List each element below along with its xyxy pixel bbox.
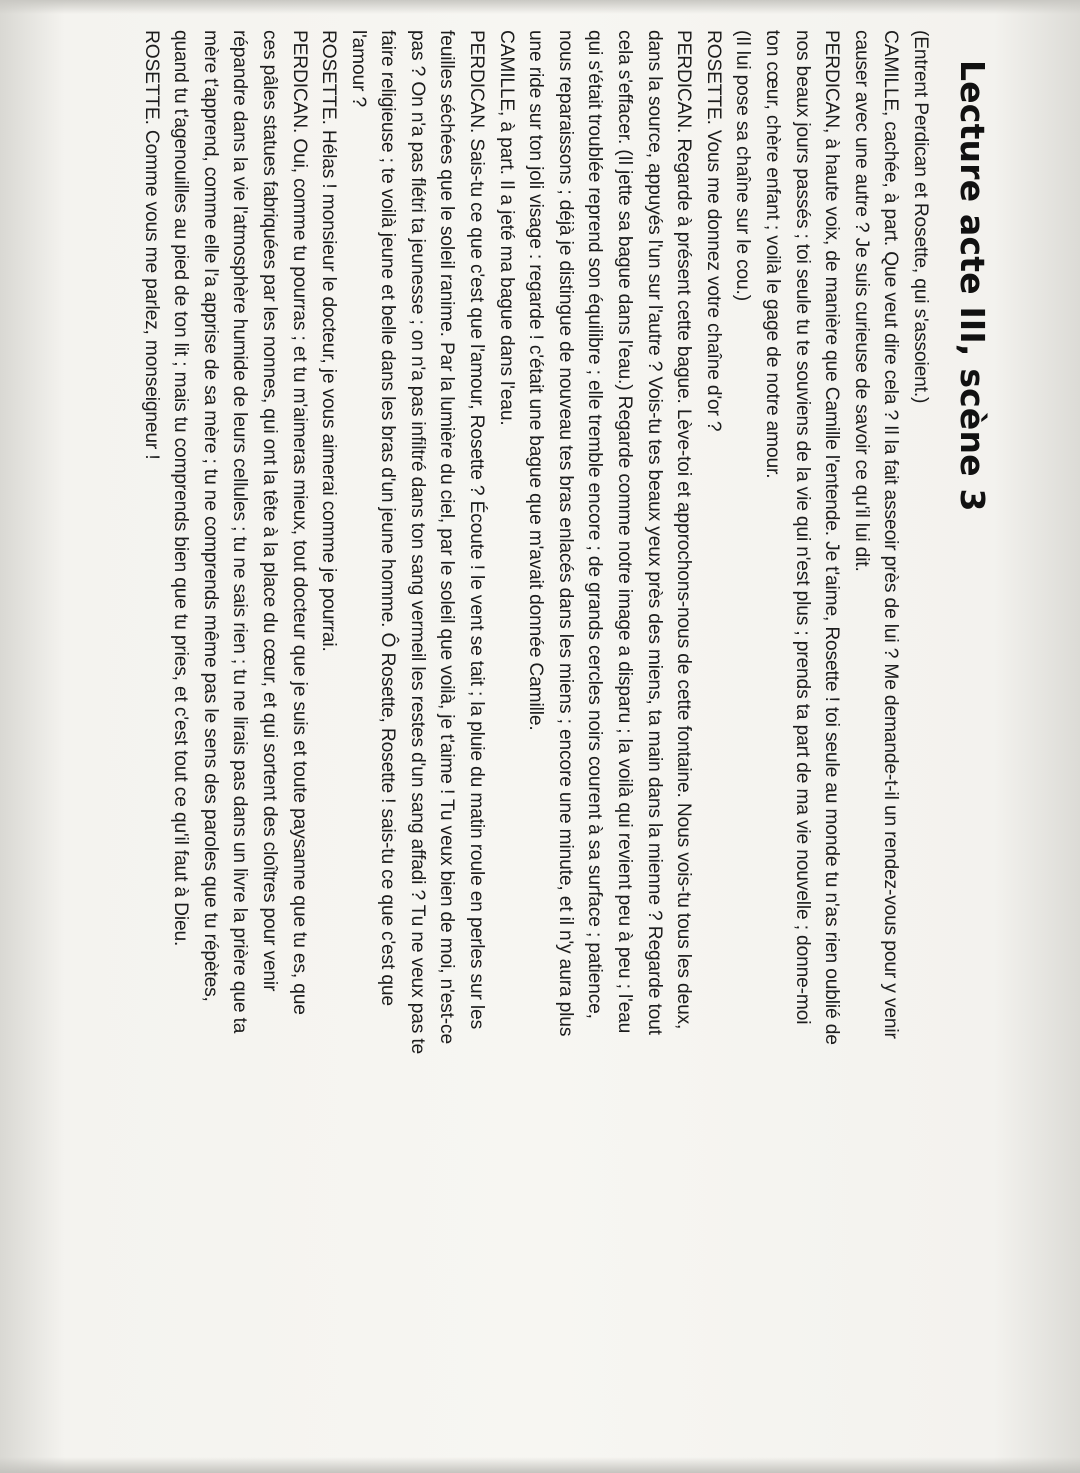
text-line: PERDICAN. Oui, comme tu pourras ; et tu m'aimeras mieux, tout docteur que je suis et toute paysanne que tu es, que xyxy=(288,30,310,1015)
text-line: PERDICAN. Regarde à présent cette bague. Lève-toi et approchons-nous de cette fontaine. Nous vois-tu tous les deux, xyxy=(673,30,695,1030)
text-line: CAMILLE, cachée, à part. Que veut dire cela ? Il la fait asseoir près de lui ? Me demande-t-il un rendez-vous pour y venir xyxy=(880,30,902,1039)
text-line: dans la source, appuyés l'un sur l'autre ? Vois-tu tes beaux yeux près des miens, ta main dans la mienne ? Regarde tout xyxy=(643,30,665,1035)
text-line: pas ? On n'a pas flétri ta jeunesse ; on n'a pas infiltré dans ton sang vermeil les restes d'un sang affadi ? Tu ne veux pas te xyxy=(406,30,428,1055)
text-line: ROSETTE. Comme vous me parlez, monseigneur ! xyxy=(140,30,162,460)
text-line: causer avec une autre ? Je suis curieuse de savoir ce qu'il lui dit. xyxy=(850,30,872,572)
text-line: PERDICAN. Sais-tu ce que c'est que l'amour, Rosette ? Écoute ! le vent se tait ; la pluie du matin roule en perles sur les xyxy=(466,30,488,1030)
text-line: ROSETTE. Vous me donnez votre chaîne d'or ? xyxy=(702,30,724,432)
text-line: qui s'était troublée reprend son équilibre ; elle tremble encore ; de grands cercles noirs courent à sa surface ; patience, xyxy=(584,30,606,1019)
text-line: nous reparaissons ; déjà je distingue de nouveau tes bras enlacés dans les miens ; encore une minute, et il n'y aura plus xyxy=(554,30,576,1037)
text-line: ton cœur, chère enfant ; voilà le gage de notre amour. xyxy=(762,30,784,479)
text-line: une ride sur ton joli visage : regarde ! c'était une bague que m'avait donnée Camille. xyxy=(525,30,547,731)
document-body xyxy=(136,30,935,1413)
text-line: mère t'apprend, comme elle l'a apprise de sa mère ; tu ne comprends même pas le sens des paroles que tu répètes, xyxy=(199,30,221,1002)
text-line: (Il lui pose sa chaîne sur le cou.) xyxy=(732,30,754,301)
text-line: feuilles séchées que le soleil ranime. Par la lumière du ciel, par le soleil que voilà, je t'aime ! Tu veux bien de moi, n'est-ce xyxy=(436,30,458,1044)
text-line: ces pâles statues fabriquées par les nonnes, qui ont la tête à la place du cœur, et qui sortent des cloîtres pour venir xyxy=(258,30,280,992)
text-line: faire religieuse ; te voilà jeune et belle dans les bras d'un jeune homme. Ô Rosette, Rosette ! sais-tu ce que c'est que xyxy=(377,30,399,1006)
text-line: quand tu t'agenouilles au pied de ton lit ; mais tu comprends bien que tu pries, et c'est tout ce qu'il faut à Dieu. xyxy=(170,30,192,947)
text-line: ROSETTE. Hélas ! monsieur le docteur, je vous aimerai comme je pourrai. xyxy=(318,30,340,652)
document-title: Lecture acte III, scène 3 xyxy=(953,60,992,512)
text-line: CAMILLE, à part. Il a jeté ma bague dans l'eau. xyxy=(495,30,517,426)
text-line: nos beaux jours passés ; toi seule tu te souviens de la vie qui n'est plus ; prends ta part de ma vie nouvelle ; donne-moi xyxy=(791,30,813,1025)
text-line: cela s'effacer. (Il jette sa bague dans l'eau.) Regarde comme notre image a disparu ; la voilà qui revient peu à peu ; l'eau xyxy=(614,30,636,1034)
text-line: PERDICAN, à haute voix, de manière que Camille l'entende. Je t'aime, Rosette ! toi seule au monde tu n'as rien oublié de xyxy=(821,30,843,1045)
text-line: l'amour ? xyxy=(347,30,369,107)
text-line: répandre dans la vie l'atmosphère humide de leurs cellules ; tu ne sais rien ; tu ne lirais pas dans un livre la prière que ta xyxy=(229,30,251,1034)
text-line: (Entrent Perdican et Rosette, qui s'assoient.) xyxy=(910,30,931,404)
